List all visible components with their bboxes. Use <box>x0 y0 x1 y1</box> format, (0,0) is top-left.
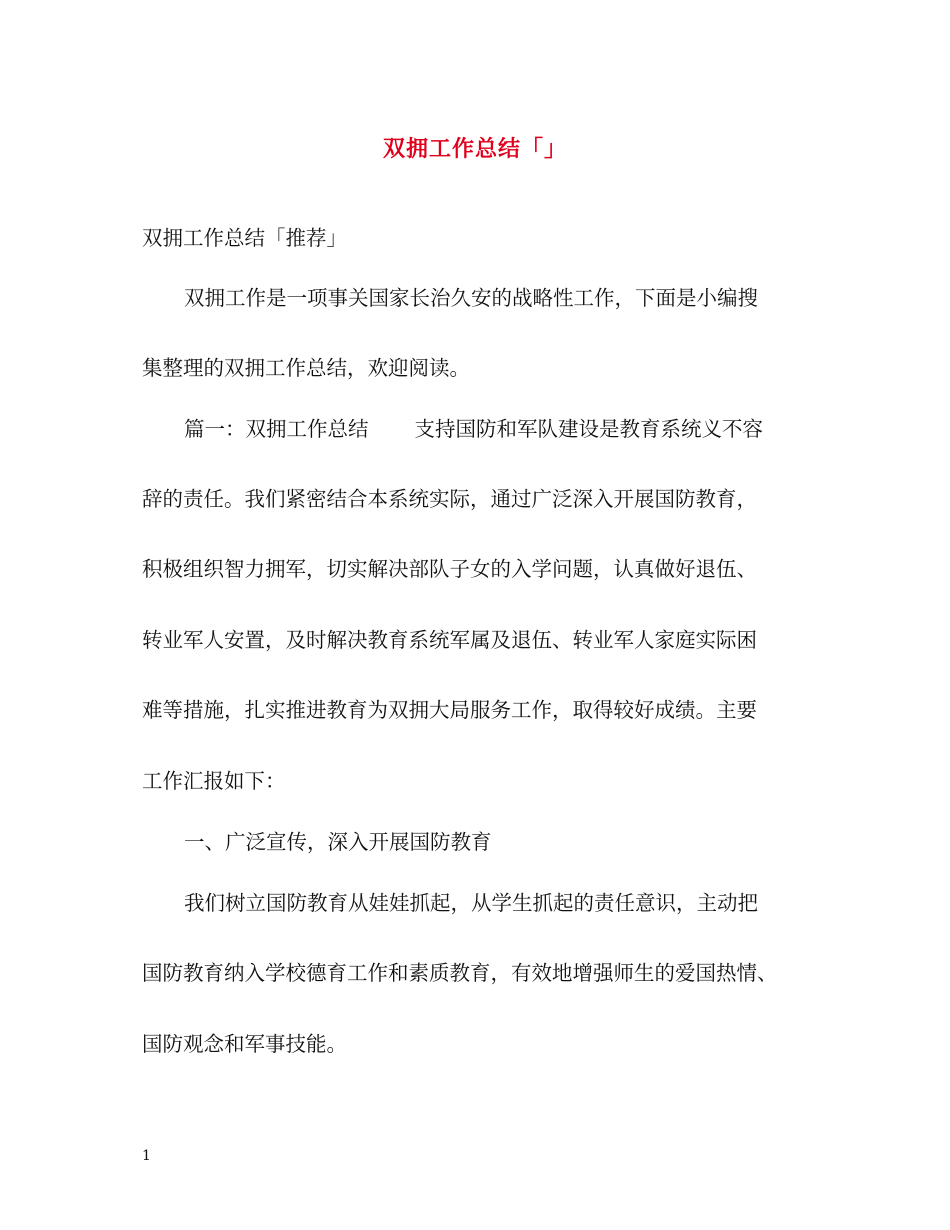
section1-line-5: 难等措施，扎实推进教育为双拥大局服务工作，取得较好成绩。主要 <box>142 698 757 722</box>
point1-line-2: 国防教育纳入学校德育工作和素质教育，有效地增强师生的爱国热情、 <box>142 961 778 985</box>
section1-first-line <box>184 414 763 444</box>
section1-line-6: 工作汇报如下： <box>142 769 286 793</box>
point1-line-1: 我们树立国防教育从娃娃抓起，从学生抓起的责任意识，主动把 <box>184 891 758 915</box>
point1-heading: 一、广泛宣传，深入开展国防教育 <box>184 830 492 854</box>
section1-heading: 篇一：双拥工作总结 <box>184 417 369 441</box>
section1-line-2: 辞的责任。我们紧密结合本系统实际，通过广泛深入开展国防教育， <box>142 487 757 511</box>
page-number: 1 <box>142 1148 151 1164</box>
section1-line-3: 积极组织智力拥军，切实解决部队子女的入学问题，认真做好退伍、 <box>142 557 757 581</box>
document-title: 双拥工作总结「」 <box>382 136 567 162</box>
section1-line-4: 转业军人安置，及时解决教育系统军属及退伍、转业军人家庭实际困 <box>142 628 757 652</box>
section1-first-text: 支持国防和军队建设是教育系统义不容 <box>414 417 763 441</box>
intro-line-1: 双拥工作是一项事关国家长治久安的战略性工作，下面是小编搜 <box>184 286 758 310</box>
point1-line-3: 国防观念和军事技能。 <box>142 1032 347 1056</box>
document-subtitle: 双拥工作总结「推荐」 <box>142 226 347 250</box>
intro-line-2: 集整理的双拥工作总结，欢迎阅读。 <box>142 356 470 380</box>
